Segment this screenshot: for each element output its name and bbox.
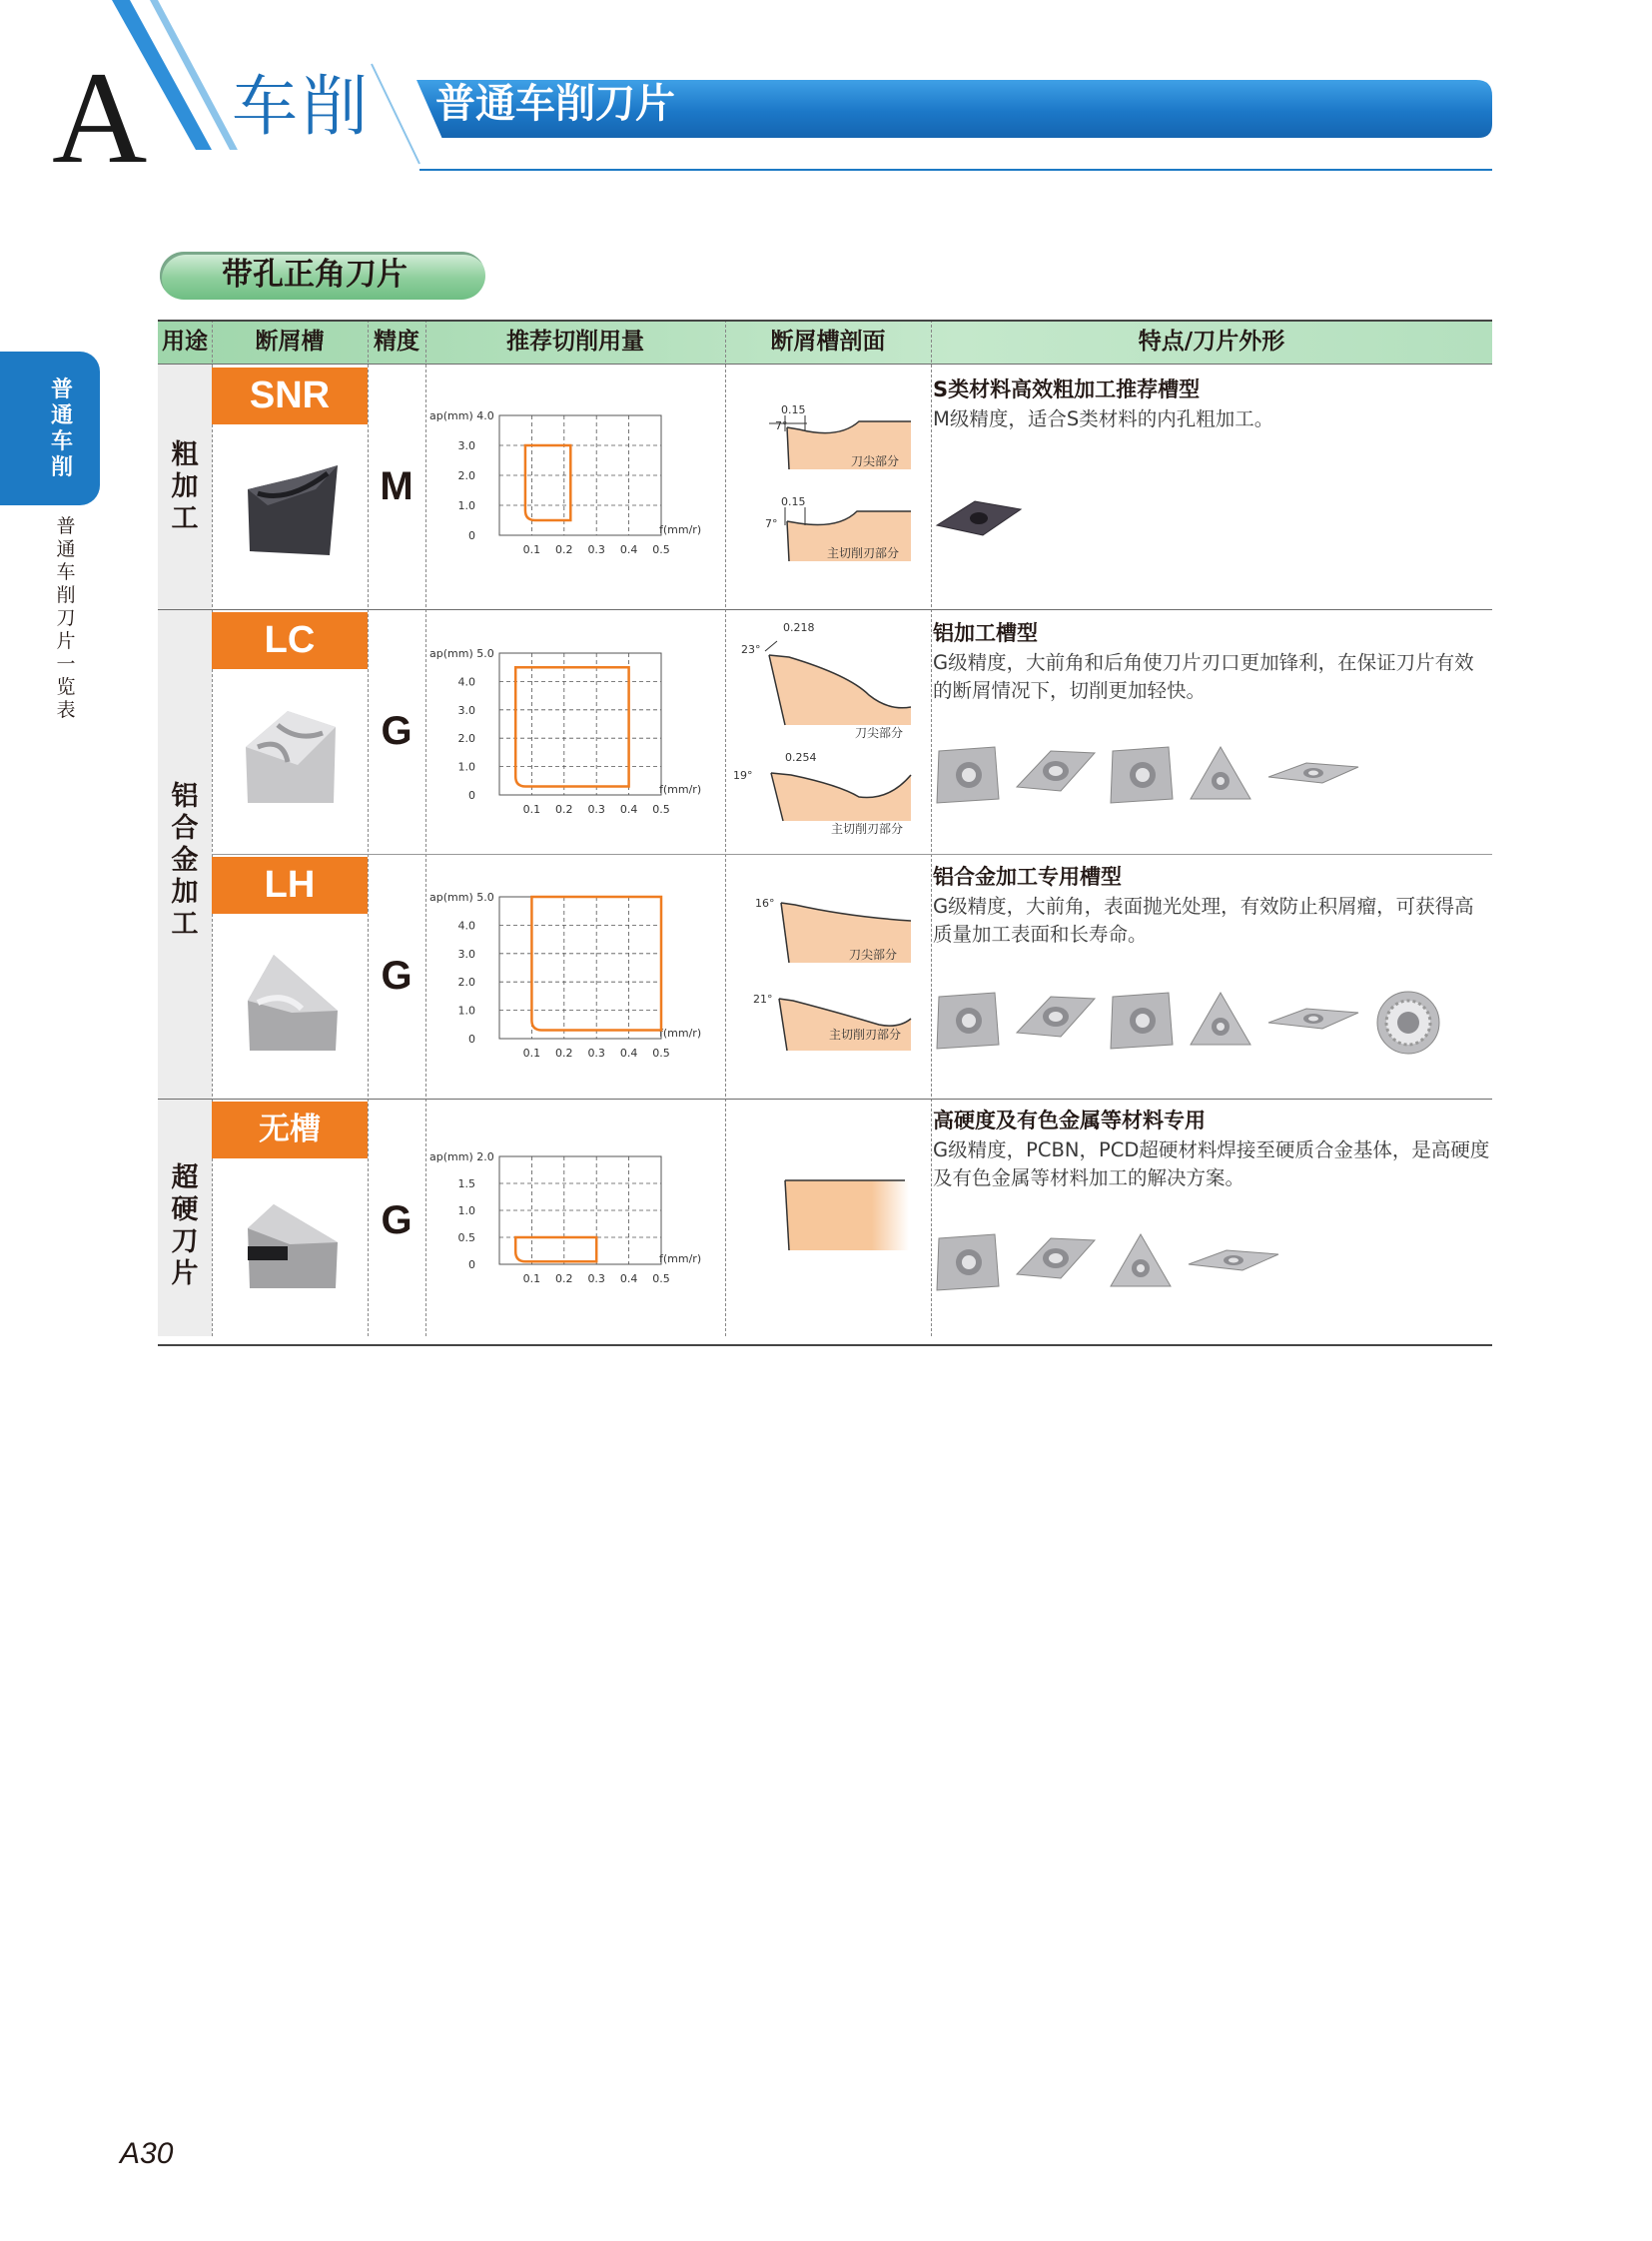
- sidebar-tab-label: 普通车削: [50, 377, 73, 480]
- width-label: 0.254: [785, 751, 817, 764]
- row-divider: [212, 854, 1492, 855]
- groove-profile-none: [779, 1178, 909, 1252]
- page-number: A30: [120, 2137, 174, 2170]
- chart-frame: [499, 897, 661, 1039]
- x-tick-label: 0.5: [652, 803, 670, 816]
- angle-label: 16°: [755, 897, 775, 910]
- x-tick-label: 0.1: [522, 1272, 541, 1285]
- x-axis-label: f(mm/r): [659, 1252, 702, 1265]
- groove-profile-lc: [729, 615, 929, 837]
- insert-triangle-icon: [1189, 989, 1254, 1057]
- groove-profile-lh: [729, 879, 929, 1059]
- insert-rhombic-long-icon: [1266, 743, 1362, 811]
- insert-rhombic-dark-icon: [935, 495, 1025, 563]
- insert-shapes-nogroove: [935, 1230, 1490, 1294]
- row-divider: [158, 609, 1492, 610]
- y-tick-label: 1.5: [457, 1177, 475, 1190]
- angle-label: 7°: [765, 517, 778, 530]
- chart-frame: [499, 653, 661, 795]
- tip-label: 刀尖部分: [851, 454, 900, 468]
- y-axis-label: ap(mm) 2.0: [429, 1150, 494, 1163]
- table-top-rule: [158, 320, 1492, 322]
- feature-title-snr: S类材料高效粗加工推荐槽型: [933, 377, 1201, 401]
- row-divider: [158, 364, 1492, 365]
- subtitle: 带孔正角刀片: [222, 257, 408, 293]
- use-group-superhard: 超硬刀片: [171, 1162, 199, 1289]
- recommended-region: [515, 1237, 596, 1261]
- y-tick-label: 3.0: [457, 703, 475, 717]
- y-tick-label: 0: [468, 789, 475, 802]
- insert-snr-image: [238, 459, 348, 559]
- y-axis-label: ap(mm) 5.0: [429, 891, 494, 904]
- insert-triangle-icon: [1189, 743, 1254, 811]
- section-title: 普通车削刀片: [435, 81, 675, 127]
- insert-square-icon: [1109, 989, 1177, 1057]
- width-label: 0.218: [783, 621, 815, 634]
- cutting-chart-lc: [425, 635, 725, 829]
- row-divider: [158, 1099, 1492, 1100]
- insert-shapes-lh: [935, 989, 1490, 1059]
- y-tick-label: 2.0: [457, 732, 475, 746]
- x-tick-label: 0.4: [619, 543, 638, 556]
- x-tick-label: 0.4: [619, 803, 638, 816]
- insert-round-icon: [1374, 989, 1444, 1057]
- x-tick-label: 0.5: [652, 543, 670, 556]
- x-axis-label: f(mm/r): [659, 523, 702, 536]
- insert-shapes-lc: [935, 743, 1490, 811]
- precision-snr: M: [380, 464, 413, 508]
- insert-square-icon: [935, 743, 1003, 811]
- feature-desc-lc: G级精度，大前角和后角使刀片刃口更加锋利，在保证刀片有效的断屑情况下，切削更加轻快。: [933, 651, 1474, 702]
- precision-lh: G: [381, 954, 413, 998]
- insert-lh-image: [244, 951, 344, 1055]
- x-tick-label: 0.5: [652, 1272, 670, 1285]
- col-header-use: 用途: [162, 329, 208, 355]
- cutting-chart-lh: [425, 879, 725, 1073]
- angle-label: 21°: [753, 993, 773, 1006]
- x-tick-label: 0.3: [587, 543, 605, 556]
- insert-rhombic-long-icon: [1266, 989, 1362, 1057]
- groove-label-snr: SNR: [212, 368, 368, 424]
- table-bottom-rule: [158, 1344, 1492, 1346]
- precision-nogroove: G: [381, 1198, 413, 1242]
- angle-label: 23°: [741, 643, 761, 656]
- y-tick-label: 0: [468, 1258, 475, 1271]
- cutting-chart-snr: [425, 397, 725, 569]
- y-tick-label: 0: [468, 529, 475, 542]
- groove-label-none: 无槽: [212, 1102, 368, 1158]
- feature-desc-nogroove: G级精度，PCBN，PCD超硬材料焊接至硬质合金基体，是高硬度及有色金属等材料加工的解决方案。: [933, 1138, 1490, 1189]
- y-tick-label: 2.0: [457, 976, 475, 990]
- groove-label-lh: LH: [212, 857, 368, 914]
- feature-title-lh: 铝合金加工专用槽型: [933, 865, 1122, 889]
- insert-square-icon: [1109, 743, 1177, 811]
- insert-triangle-icon: [1109, 1230, 1175, 1298]
- feature-desc-snr: M级精度，适合S类材料的内孔粗加工。: [933, 407, 1274, 430]
- col-divider: [368, 320, 369, 1336]
- feature-desc-lh: G级精度，大前角，表面抛光处理，有效防止积屑瘤，可获得高质量加工表面和长寿命。: [933, 895, 1474, 946]
- x-axis-label: f(mm/r): [659, 783, 702, 796]
- insert-shapes-snr: [935, 495, 1490, 543]
- col-header-cutting: 推荐切削用量: [506, 329, 644, 355]
- feature-title-lc: 铝加工槽型: [933, 621, 1038, 645]
- x-tick-label: 0.2: [555, 543, 573, 556]
- y-tick-label: 2.0: [457, 469, 475, 482]
- insert-lc-image: [238, 707, 342, 807]
- col-header-features: 特点/刀片外形: [1138, 329, 1285, 355]
- width-label: 0.15: [781, 495, 806, 508]
- tip-label: 刀尖部分: [855, 726, 904, 740]
- tip-label: 刀尖部分: [849, 948, 898, 962]
- sidebar-sub-label: 普通车削刀片一览表: [56, 515, 76, 721]
- groove-profile-snr: [729, 399, 929, 569]
- category-title: 车削: [232, 68, 372, 145]
- x-tick-label: 0.3: [587, 1047, 605, 1060]
- col-header-precision: 精度: [374, 329, 419, 355]
- edge-label: 主切削刃部分: [831, 822, 904, 836]
- section-letter: A: [52, 44, 148, 191]
- x-tick-label: 0.3: [587, 1272, 605, 1285]
- y-tick-label: 4.0: [457, 675, 475, 689]
- insert-square-icon: [935, 989, 1003, 1057]
- cutting-chart-nogroove: [425, 1138, 725, 1298]
- y-axis-label: ap(mm) 4.0: [429, 409, 494, 422]
- insert-nogroove-image: [244, 1198, 344, 1292]
- x-axis-label: f(mm/r): [659, 1027, 702, 1040]
- angle-label: 19°: [733, 769, 753, 782]
- angle-label: 7°: [775, 419, 788, 432]
- insert-rhombic-icon: [1015, 1230, 1097, 1298]
- edge-label: 主切削刃部分: [829, 1028, 902, 1042]
- feature-title-nogroove: 高硬度及有色金属等材料专用: [933, 1109, 1206, 1132]
- x-tick-label: 0.4: [619, 1047, 638, 1060]
- y-tick-label: 1.0: [457, 1004, 475, 1018]
- col-divider: [931, 320, 932, 1336]
- col-header-profile: 断屑槽剖面: [770, 329, 886, 355]
- width-label: 0.15: [781, 403, 806, 416]
- x-tick-label: 0.5: [652, 1047, 670, 1060]
- use-group-aluminum: 铝合金加工: [171, 781, 199, 940]
- x-tick-label: 0.2: [555, 803, 573, 816]
- col-divider: [212, 320, 213, 1336]
- x-tick-label: 0.1: [522, 543, 541, 556]
- y-tick-label: 0.5: [457, 1231, 475, 1244]
- recommended-region: [515, 667, 628, 786]
- x-tick-label: 0.2: [555, 1047, 573, 1060]
- col-divider: [725, 320, 726, 1336]
- x-tick-label: 0.4: [619, 1272, 638, 1285]
- insert-square-icon: [935, 1230, 1003, 1298]
- y-tick-label: 4.0: [457, 919, 475, 933]
- insert-rhombic-icon: [1015, 989, 1097, 1057]
- y-tick-label: 3.0: [457, 439, 475, 452]
- y-tick-label: 1.0: [457, 499, 475, 512]
- x-tick-label: 0.1: [522, 1047, 541, 1060]
- y-tick-label: 1.0: [457, 760, 475, 774]
- y-tick-label: 3.0: [457, 947, 475, 961]
- col-header-groove: 断屑槽: [255, 329, 325, 355]
- insert-rhombic-icon: [1015, 743, 1097, 811]
- x-tick-label: 0.2: [555, 1272, 573, 1285]
- x-tick-label: 0.3: [587, 803, 605, 816]
- y-axis-label: ap(mm) 5.0: [429, 647, 494, 660]
- precision-lc: G: [381, 709, 413, 753]
- y-tick-label: 0: [468, 1033, 475, 1046]
- x-tick-label: 0.1: [522, 803, 541, 816]
- groove-label-lc: LC: [212, 612, 368, 669]
- y-tick-label: 1.0: [457, 1204, 475, 1217]
- edge-label: 主切削刃部分: [827, 546, 900, 560]
- insert-rhombic-long-icon: [1187, 1230, 1282, 1298]
- use-group-roughing: 粗加工: [171, 439, 199, 534]
